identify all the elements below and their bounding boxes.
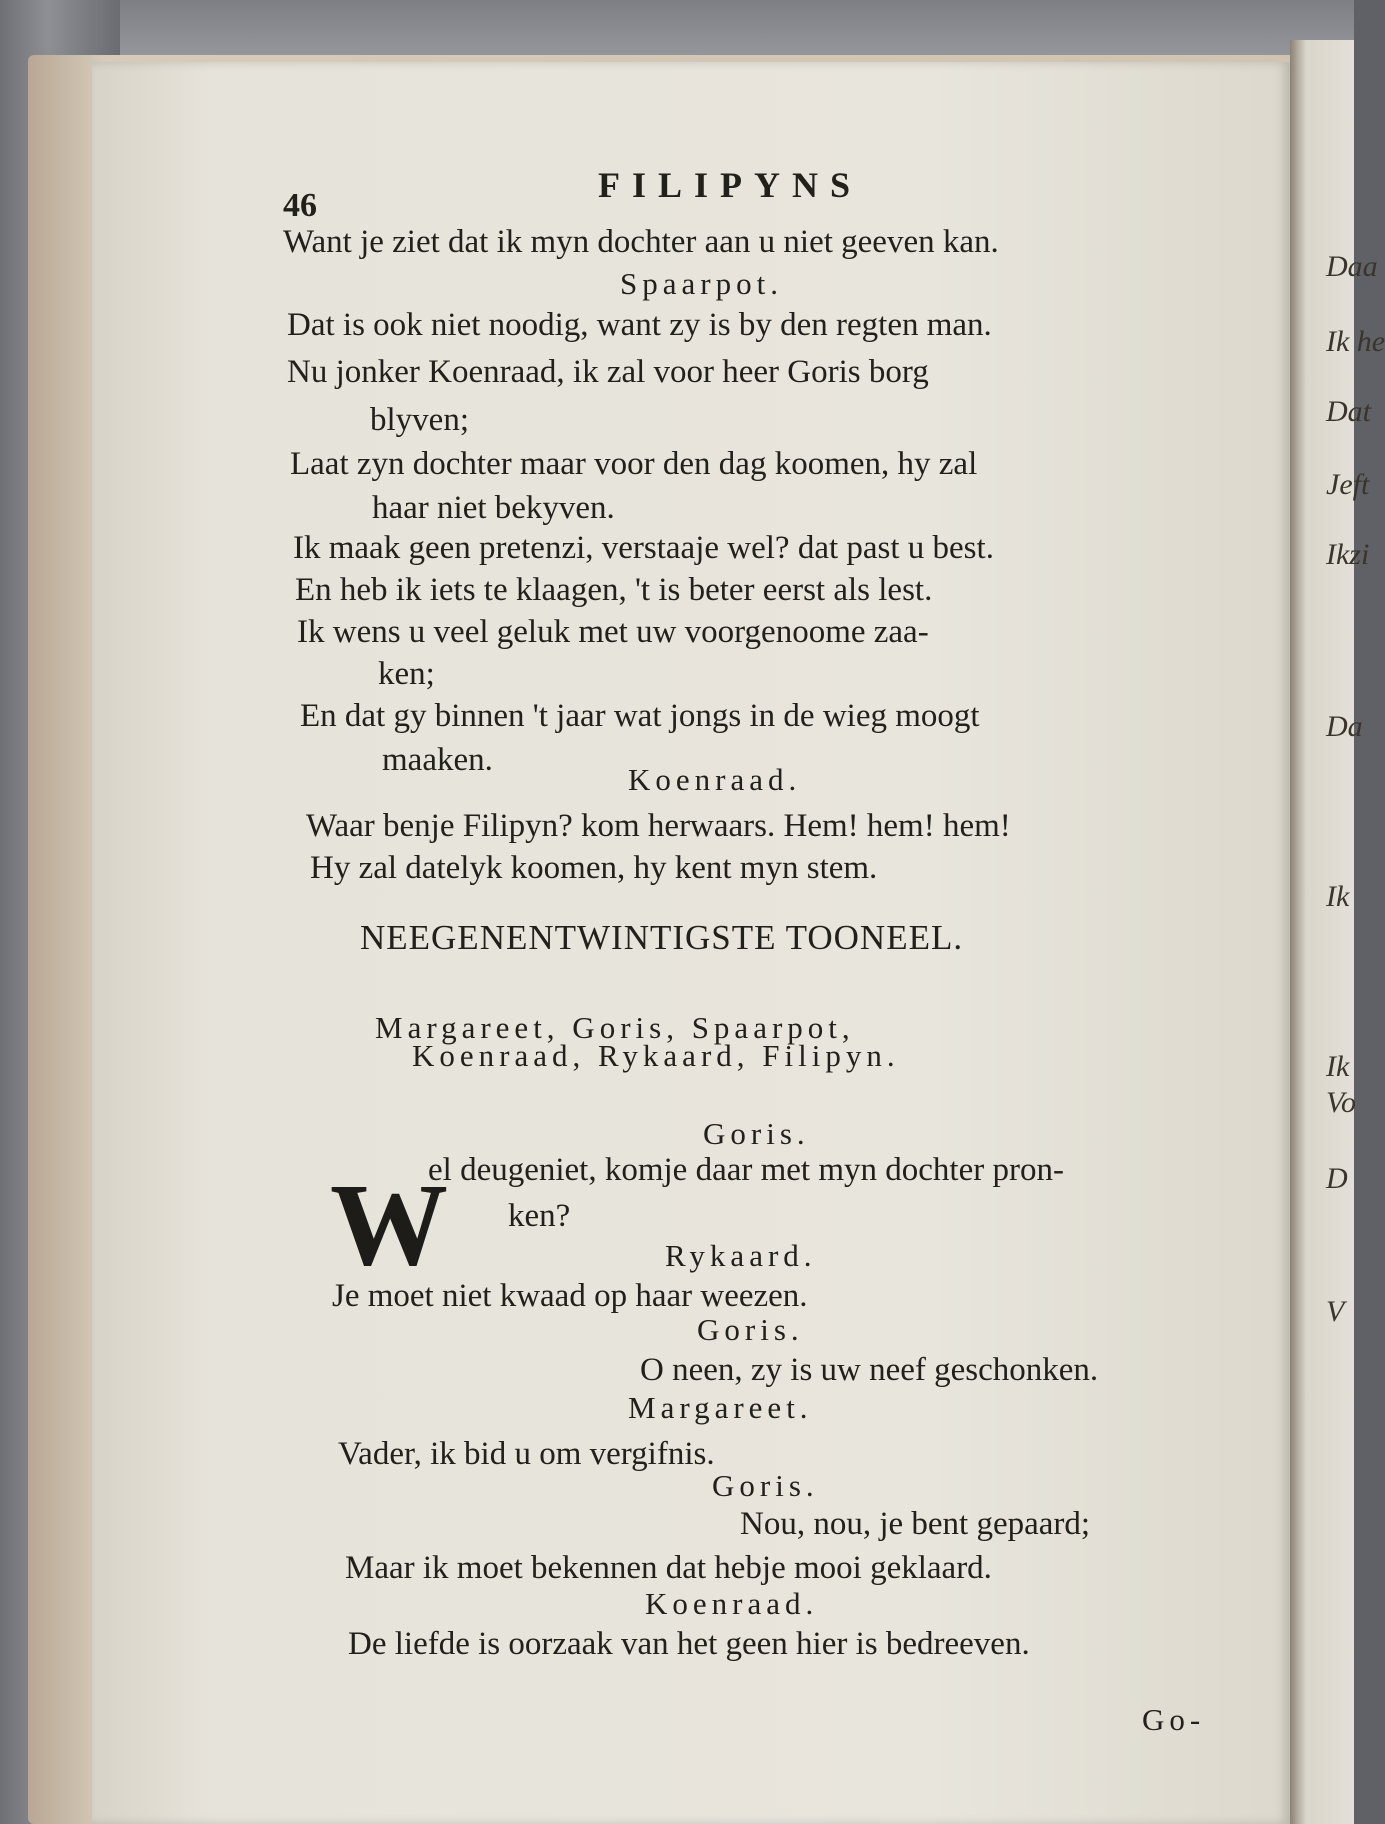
text-line: ken;: [378, 656, 435, 692]
running-title: FILIPYNS: [598, 165, 863, 205]
speaker-name: Goris.: [712, 1468, 819, 1503]
facing-fragment: Ikzi: [1326, 538, 1370, 571]
text-line: haar niet bekyven.: [372, 490, 615, 526]
text-line: ken?: [508, 1198, 571, 1234]
character-list-line: Koenraad, Rykaard, Filipyn.: [412, 1038, 900, 1073]
scene-heading: NEEGENENTWINTIGSTE TOONEEL.: [360, 918, 964, 957]
facing-fragment: Ik: [1326, 1050, 1350, 1083]
text-line: Nou, nou, je bent gepaard;: [740, 1506, 1091, 1542]
text-line: Je moet niet kwaad op haar weezen.: [332, 1278, 808, 1314]
text-line: En heb ik iets te klaagen, 't is beter eerst als lest.: [295, 572, 933, 608]
text-line: el deugeniet, komje daar met myn dochter pron-: [428, 1152, 1064, 1188]
text-line: O neen, zy is uw neef geschonken.: [640, 1352, 1099, 1388]
speaker-name: Koenraad.: [645, 1586, 819, 1621]
character-list-line: Margareet, Goris, Spaarpot,: [375, 1010, 855, 1045]
speaker-name: Rykaard.: [665, 1238, 817, 1273]
drop-cap: W: [330, 1159, 448, 1290]
facing-fragment: Vo: [1326, 1086, 1356, 1119]
text-line: Maar ik moet bekennen dat hebje mooi geklaard.: [345, 1550, 992, 1586]
facing-fragment: Ik he: [1326, 325, 1385, 358]
facing-fragment: D: [1326, 1162, 1348, 1195]
text-line: De liefde is oorzaak van het geen hier is bedreeven.: [348, 1626, 1030, 1662]
text-line: Vader, ik bid u om vergifnis.: [338, 1436, 715, 1472]
text-line: En dat gy binnen 't jaar wat jongs in de wieg moogt: [300, 698, 980, 734]
text-line: Nu jonker Koenraad, ik zal voor heer Goris borg: [287, 354, 929, 390]
facing-fragment: Daa: [1326, 250, 1378, 283]
text-line: Waar benje Filipyn? kom herwaars. Hem! hem! hem!: [306, 808, 1011, 844]
facing-fragment: V: [1326, 1295, 1345, 1328]
text-line: Laat zyn dochter maar voor den dag koomen, hy zal: [290, 446, 978, 482]
facing-fragment: Da: [1326, 710, 1363, 743]
speaker-name: Spaarpot.: [620, 266, 783, 301]
speaker-name: Margareet.: [628, 1390, 813, 1425]
speaker-name: Goris.: [697, 1312, 804, 1347]
catchword: Go-: [1142, 1702, 1206, 1737]
speaker-name: Koenraad.: [628, 762, 802, 797]
facing-fragment: Ik: [1326, 880, 1350, 913]
text-line: Ik maak geen pretenzi, verstaaje wel? dat past u best.: [293, 530, 994, 566]
text-line: Hy zal datelyk koomen, hy kent myn stem.: [310, 850, 878, 886]
facing-fragment: Dat: [1326, 395, 1371, 428]
facing-fragment: Jeft: [1326, 468, 1370, 501]
text-line: blyven;: [370, 402, 469, 438]
text-line: Want je ziet dat ik myn dochter aan u niet geeven kan.: [283, 224, 999, 260]
text-line: Ik wens u veel geluk met uw voorgenoome zaa-: [297, 614, 929, 650]
page-number: 46: [283, 187, 317, 224]
speaker-name: Goris.: [703, 1116, 810, 1151]
text-line: maaken.: [382, 742, 493, 778]
text-line: Dat is ook niet noodig, want zy is by den regten man.: [287, 307, 992, 343]
